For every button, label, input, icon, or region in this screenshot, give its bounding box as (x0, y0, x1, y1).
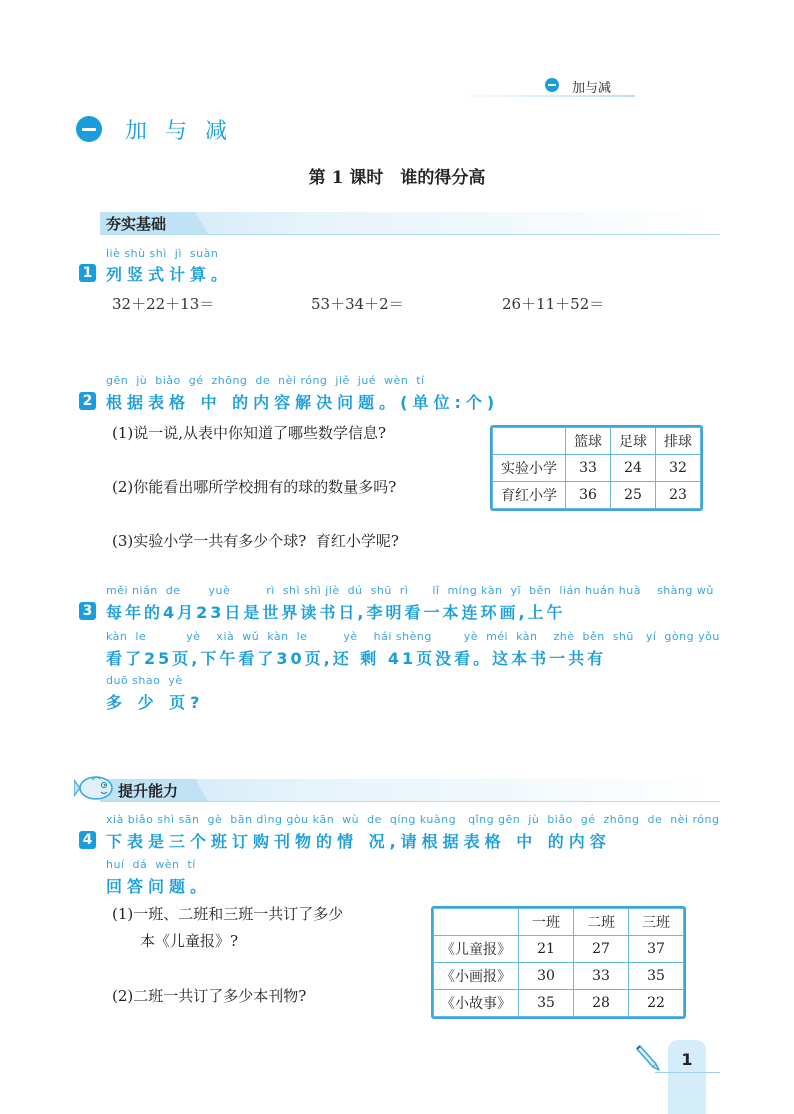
q3-number: 3 (79, 602, 96, 620)
q3-text-line1: 每年的4月23日是世界读书日,李明看一本连环画,上午 (106, 603, 566, 622)
section-label-basic: 夯实基础 (106, 215, 167, 233)
table-header-cell: 一班 (519, 909, 574, 936)
table-cell: 32 (656, 455, 701, 482)
table-cell: 《小画报》 (434, 963, 519, 990)
table-cell: 育红小学 (493, 482, 566, 509)
table-header-cell: 三班 (629, 909, 684, 936)
q2-pinyin: gēn jù biǎo gé zhōng de nèi róng jiě jué wèn tí (106, 374, 425, 387)
table-cell: 23 (656, 482, 701, 509)
table-header-cell: 排球 (656, 428, 701, 455)
q4-sub-question: (2)二班一共订了多少本刊物? (112, 987, 307, 1005)
section-label-advanced: 提升能力 (118, 782, 179, 800)
q4-text-line2: 回答问题。 (106, 877, 212, 896)
lesson-title: 第 1 课时 谁的得分高 (308, 168, 486, 188)
page-number: 1 (681, 1050, 693, 1069)
q4-sub-question: (1)一班、二班和三班一共订了多少 (112, 905, 344, 923)
table-cell: 实验小学 (493, 455, 566, 482)
table-cell: 35 (519, 990, 574, 1017)
q1-expression: 26＋11＋52＝ (502, 295, 605, 313)
q1-expression: 53＋34＋2＝ (311, 295, 404, 313)
unit-title: 加与减 (125, 119, 246, 144)
q2-text: 根据表格 中 的内容解决问题。(单位:个) (106, 393, 500, 412)
table-header-row (434, 909, 684, 936)
table-cell: 《儿童报》 (434, 936, 519, 963)
table-row (434, 936, 684, 963)
q1-expression: 32＋22＋13＝ (112, 295, 215, 313)
table-cell: 33 (566, 455, 611, 482)
table-cell: 36 (566, 482, 611, 509)
q1-text: 列竖式计算。 (106, 265, 233, 284)
table-header-cell: 足球 (611, 428, 656, 455)
q2-number: 2 (79, 392, 96, 410)
table-header-row (493, 428, 701, 455)
table-header-cell: 二班 (574, 909, 629, 936)
q3-pinyin-line2: kàn le yè xià wǔ kàn le yè hái shèng yè méi kàn zhè běn shū yí gòng yǒu (106, 630, 720, 643)
q3-text-line3: 多 少 页? (106, 693, 205, 712)
table-row (493, 455, 701, 482)
table-header-cell (493, 428, 566, 455)
q4-data-table (431, 906, 686, 1019)
unit-one-icon (76, 116, 102, 142)
chapter-header: 加与减 (572, 81, 612, 96)
q1-pinyin: liè shù shì jì suàn (106, 247, 219, 260)
table-header-cell (434, 909, 519, 936)
q3-pinyin-line3: duō shao yè (106, 674, 183, 687)
table-cell: 《小故事》 (434, 990, 519, 1017)
q4-sub-question-cont: 本《儿童报》? (140, 932, 239, 950)
table-cell: 35 (629, 963, 684, 990)
table-cell: 30 (519, 963, 574, 990)
table-cell: 28 (574, 990, 629, 1017)
table-cell: 33 (574, 963, 629, 990)
fish-mascot-icon (74, 770, 118, 806)
q2-sub-question: (1)说一说,从表中你知道了哪些数学信息? (112, 424, 387, 442)
q3-pinyin-line1: měi nián de yuè rì shì shì jiè dú shū rì lǐ míng kàn yī běn lián huán huà shàng wǔ (106, 584, 714, 597)
table-header-cell: 篮球 (566, 428, 611, 455)
section-band-advanced (100, 779, 720, 802)
footer-rule (655, 1072, 720, 1073)
pencil-icon (636, 1042, 662, 1072)
q2-sub-question: (2)你能看出哪所学校拥有的球的数量多吗? (112, 478, 397, 496)
table-row (434, 990, 684, 1017)
q2-sub-question: (3)实验小学一共有多少个球? 育红小学呢? (112, 532, 399, 550)
table-row (493, 482, 701, 509)
q2-data-table (490, 425, 703, 511)
q1-number: 1 (79, 264, 96, 282)
table-cell: 37 (629, 936, 684, 963)
section-band-basic (100, 212, 720, 235)
chapter-one-icon (545, 78, 559, 92)
q4-text-line1: 下表是三个班订购刊物的情 况,请根据表格 中 的内容 (106, 832, 611, 851)
table-cell: 27 (574, 936, 629, 963)
table-cell: 24 (611, 455, 656, 482)
table-cell: 22 (629, 990, 684, 1017)
q4-pinyin-line2: huí dá wèn tí (106, 858, 196, 871)
q3-text-line2: 看了25页,下午看了30页,还 剩 41页没看。这本书一共有 (106, 649, 607, 668)
q4-pinyin-line1: xià biǎo shì sān gè bān dìng gòu kān wù de qíng kuàng qǐng gēn jù biǎo gé zhōng de nèi róng (106, 813, 720, 826)
table-row (434, 963, 684, 990)
q4-number: 4 (79, 831, 96, 849)
table-cell: 21 (519, 936, 574, 963)
table-cell: 25 (611, 482, 656, 509)
